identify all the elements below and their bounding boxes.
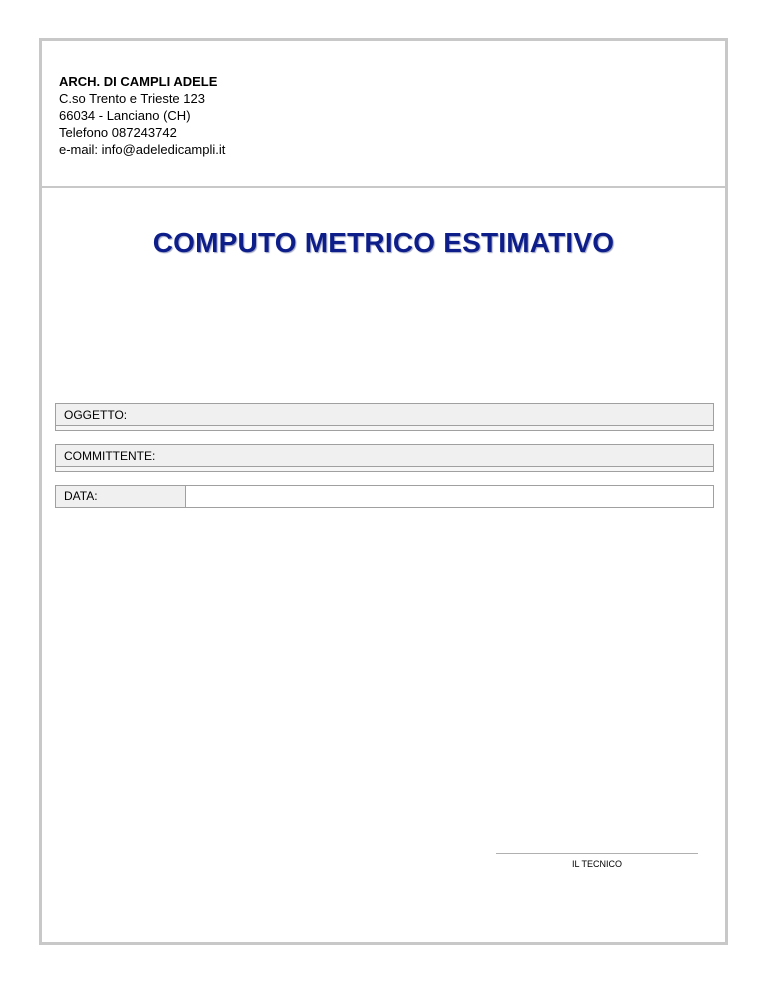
studio-phone: Telefono 087243742 — [59, 125, 177, 140]
data-value — [186, 486, 713, 507]
studio-header — [42, 41, 725, 188]
oggetto-field — [55, 403, 714, 426]
studio-name: ARCH. DI CAMPLI ADELE — [59, 74, 218, 89]
signature-line — [496, 853, 698, 854]
committente-field-underline — [55, 467, 714, 472]
studio-city: 66034 - Lanciano (CH) — [59, 108, 191, 123]
committente-label: COMMITTENTE: — [64, 449, 156, 463]
data-field — [55, 485, 714, 508]
oggetto-field-underline — [55, 426, 714, 431]
data-label: DATA: — [56, 486, 186, 507]
studio-email: e-mail: info@adeledicampli.it — [59, 142, 226, 157]
document-title: COMPUTO METRICO ESTIMATIVO — [152, 227, 615, 258]
oggetto-label: OGGETTO: — [64, 408, 128, 422]
signature-label: IL TECNICO — [571, 859, 622, 869]
studio-info — [59, 73, 225, 158]
document-page — [39, 38, 728, 945]
studio-address: C.so Trento e Trieste 123 — [59, 91, 205, 106]
committente-field — [55, 444, 714, 467]
